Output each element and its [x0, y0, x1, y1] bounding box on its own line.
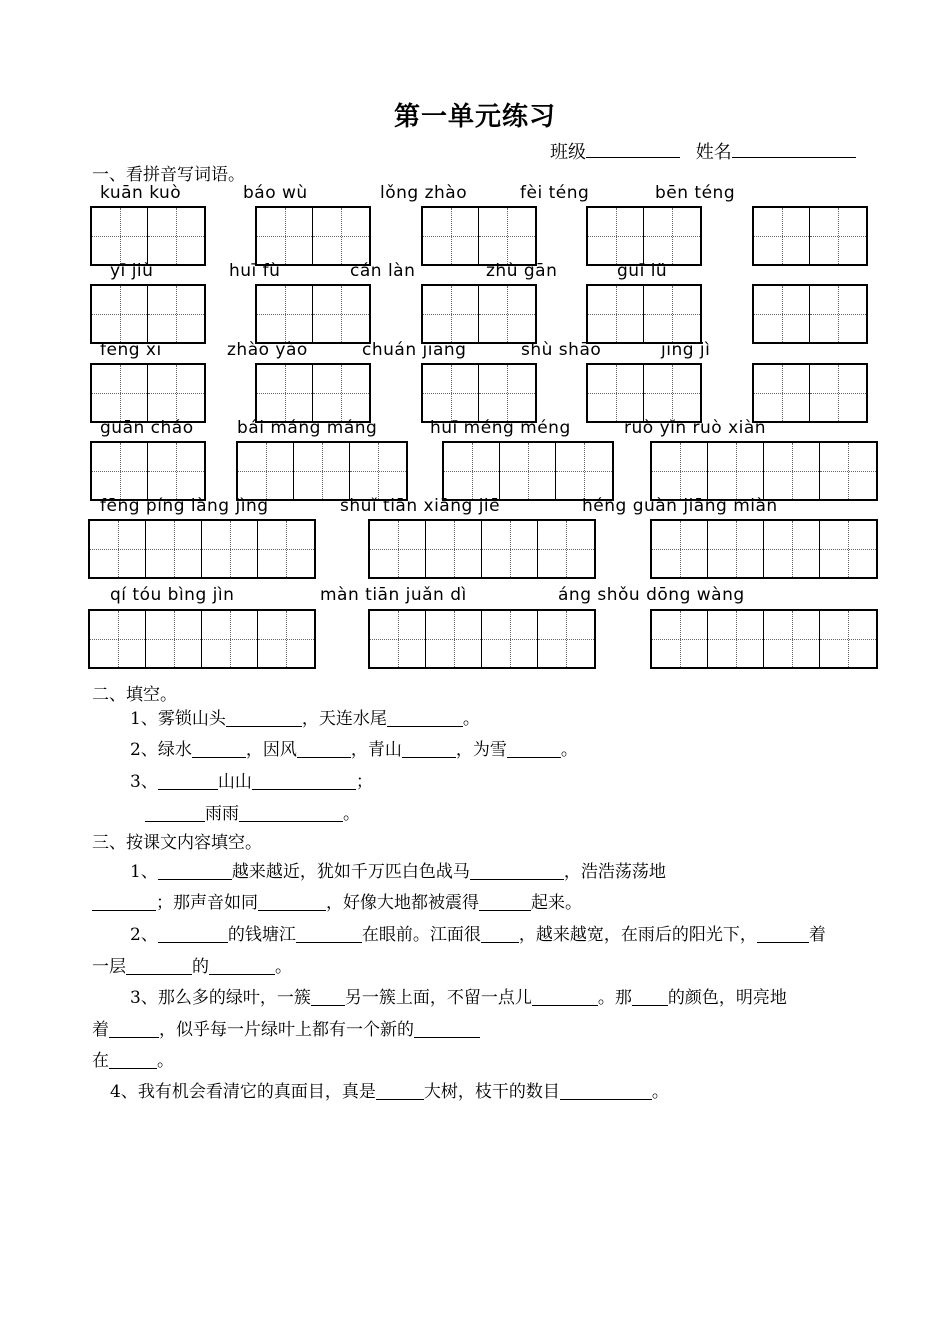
tianzige-grid[interactable] — [236, 441, 408, 501]
answer-blank[interactable] — [158, 863, 232, 880]
fill-line: 1、 越来越近，犹如千万匹白色战马 ，浩浩荡荡地 — [130, 862, 666, 882]
pinyin-label: héng guàn jiāng miàn — [582, 496, 778, 516]
tianzige-grid[interactable] — [421, 206, 537, 266]
answer-blank[interactable] — [376, 1083, 424, 1100]
pinyin-label: huī fù — [229, 261, 281, 281]
answer-blank[interactable] — [252, 773, 356, 790]
answer-blank[interactable] — [757, 926, 809, 943]
tianzige-grid[interactable] — [752, 284, 868, 344]
answer-blank[interactable] — [387, 710, 463, 727]
tianzige-grid[interactable] — [650, 519, 878, 579]
tianzige-grid[interactable] — [368, 519, 596, 579]
pinyin-label: fèi téng — [520, 183, 590, 203]
fill-line: 4、我有机会看清它的真面目，真是 大树，枝干的数目 。 — [110, 1082, 669, 1102]
answer-blank[interactable] — [402, 741, 456, 758]
pinyin-label: qí tóu bìng jìn — [110, 585, 235, 605]
fill-line: 3、 山山 ； — [130, 772, 373, 792]
answer-blank[interactable] — [158, 773, 218, 790]
fill-line: ；那声音如同 ，好像大地都被震得 起来。 — [92, 888, 582, 913]
answer-blank[interactable] — [145, 805, 205, 822]
pinyin-label: guān cháo — [100, 418, 194, 438]
fill-line: 在 。 — [92, 1051, 174, 1071]
answer-blank[interactable] — [92, 894, 156, 911]
answer-blank[interactable] — [311, 989, 345, 1006]
tianzige-grid[interactable] — [90, 284, 206, 344]
answer-blank[interactable] — [532, 989, 598, 1006]
tianzige-grid[interactable] — [650, 441, 878, 501]
tianzige-grid[interactable] — [650, 609, 878, 669]
section2-title: 二、填空。 — [92, 685, 177, 705]
pinyin-label: yī jiù — [110, 261, 154, 281]
class-label: 班级 — [550, 142, 586, 163]
answer-blank[interactable] — [258, 894, 326, 911]
pinyin-label: bái máng máng — [237, 418, 378, 438]
pinyin-label: zhù gān — [486, 261, 558, 281]
tianzige-grid[interactable] — [586, 206, 702, 266]
page-title: 第一单元练习 — [393, 102, 556, 132]
pinyin-label: kuān kuò — [100, 183, 182, 203]
tianzige-grid[interactable] — [255, 363, 371, 423]
pinyin-label: bēn téng — [655, 183, 736, 203]
pinyin-label: ruò yǐn ruò xiàn — [624, 418, 767, 438]
tianzige-grid[interactable] — [88, 609, 316, 669]
pinyin-label: màn tiān juǎn dì — [320, 585, 467, 605]
pinyin-label: fēng xī — [100, 340, 162, 360]
pinyin-label: jīng jì — [661, 340, 711, 360]
answer-blank[interactable] — [109, 1021, 159, 1038]
pinyin-label: fēng píng làng jìng — [100, 496, 269, 516]
answer-blank[interactable] — [481, 926, 519, 943]
answer-blank[interactable] — [414, 1021, 480, 1038]
pinyin-label: zhào yào — [227, 340, 308, 360]
pinyin-label: huī méng méng — [430, 418, 571, 438]
fill-line: 1、雾锁山头 ，天连水尾 。 — [130, 709, 480, 729]
tianzige-grid[interactable] — [368, 609, 596, 669]
answer-blank[interactable] — [632, 989, 668, 1006]
pinyin-label: chuán jiāng — [362, 340, 467, 360]
section3-title: 三、按课文内容填空。 — [92, 833, 262, 853]
pinyin-label: guī lü — [617, 261, 668, 281]
answer-blank[interactable] — [192, 741, 246, 758]
answer-blank[interactable] — [226, 710, 302, 727]
answer-blank[interactable] — [126, 958, 192, 975]
fill-line: 3、那么多的绿叶，一簇 另一簇上面，不留一点儿 。那 的颜色，明亮地 — [130, 988, 787, 1008]
tianzige-grid[interactable] — [421, 284, 537, 344]
tianzige-grid[interactable] — [752, 206, 868, 266]
fill-line: 2、绿水 ，因风 ，青山 ，为雪 。 — [130, 740, 578, 760]
answer-blank[interactable] — [479, 894, 531, 911]
fill-line: 2、 的钱塘江 在眼前。江面很 ，越来越宽，在雨后的阳光下， 着 — [130, 925, 826, 945]
tianzige-grid[interactable] — [752, 363, 868, 423]
fill-line: 着 ，似乎每一片绿叶上都有一个新的 — [92, 1015, 480, 1040]
tianzige-grid[interactable] — [255, 206, 371, 266]
tianzige-grid[interactable] — [255, 284, 371, 344]
name-label: 姓名 — [695, 142, 732, 163]
tianzige-grid[interactable] — [90, 206, 206, 266]
answer-blank[interactable] — [470, 863, 564, 880]
answer-blank[interactable] — [507, 741, 561, 758]
tianzige-grid[interactable] — [586, 284, 702, 344]
fill-line: 一层 的 。 — [92, 957, 292, 977]
tianzige-grid[interactable] — [442, 441, 614, 501]
name-blank[interactable] — [732, 139, 856, 158]
pinyin-label: shù shāo — [521, 340, 602, 360]
answer-blank[interactable] — [296, 926, 362, 943]
pinyin-label: lǒng zhào — [380, 183, 468, 203]
tianzige-grid[interactable] — [421, 363, 537, 423]
class-blank[interactable] — [586, 139, 680, 158]
pinyin-label: cán làn — [350, 261, 416, 281]
tianzige-grid[interactable] — [90, 363, 206, 423]
tianzige-grid[interactable] — [586, 363, 702, 423]
tianzige-grid[interactable] — [90, 441, 206, 501]
answer-blank[interactable] — [297, 741, 351, 758]
student-info — [550, 138, 856, 164]
fill-line: 雨雨 。 — [145, 799, 360, 824]
pinyin-label: áng shǒu dōng wàng — [558, 585, 745, 605]
answer-blank[interactable] — [209, 958, 275, 975]
tianzige-grid[interactable] — [88, 519, 316, 579]
answer-blank[interactable] — [109, 1052, 157, 1069]
section1-title: 一、看拼音写词语。 — [92, 165, 245, 185]
pinyin-label: shuǐ tiān xiāng jiē — [340, 496, 501, 516]
answer-blank[interactable] — [239, 805, 343, 822]
answer-blank[interactable] — [560, 1083, 652, 1100]
answer-blank[interactable] — [158, 926, 228, 943]
pinyin-label: báo wù — [243, 183, 308, 203]
